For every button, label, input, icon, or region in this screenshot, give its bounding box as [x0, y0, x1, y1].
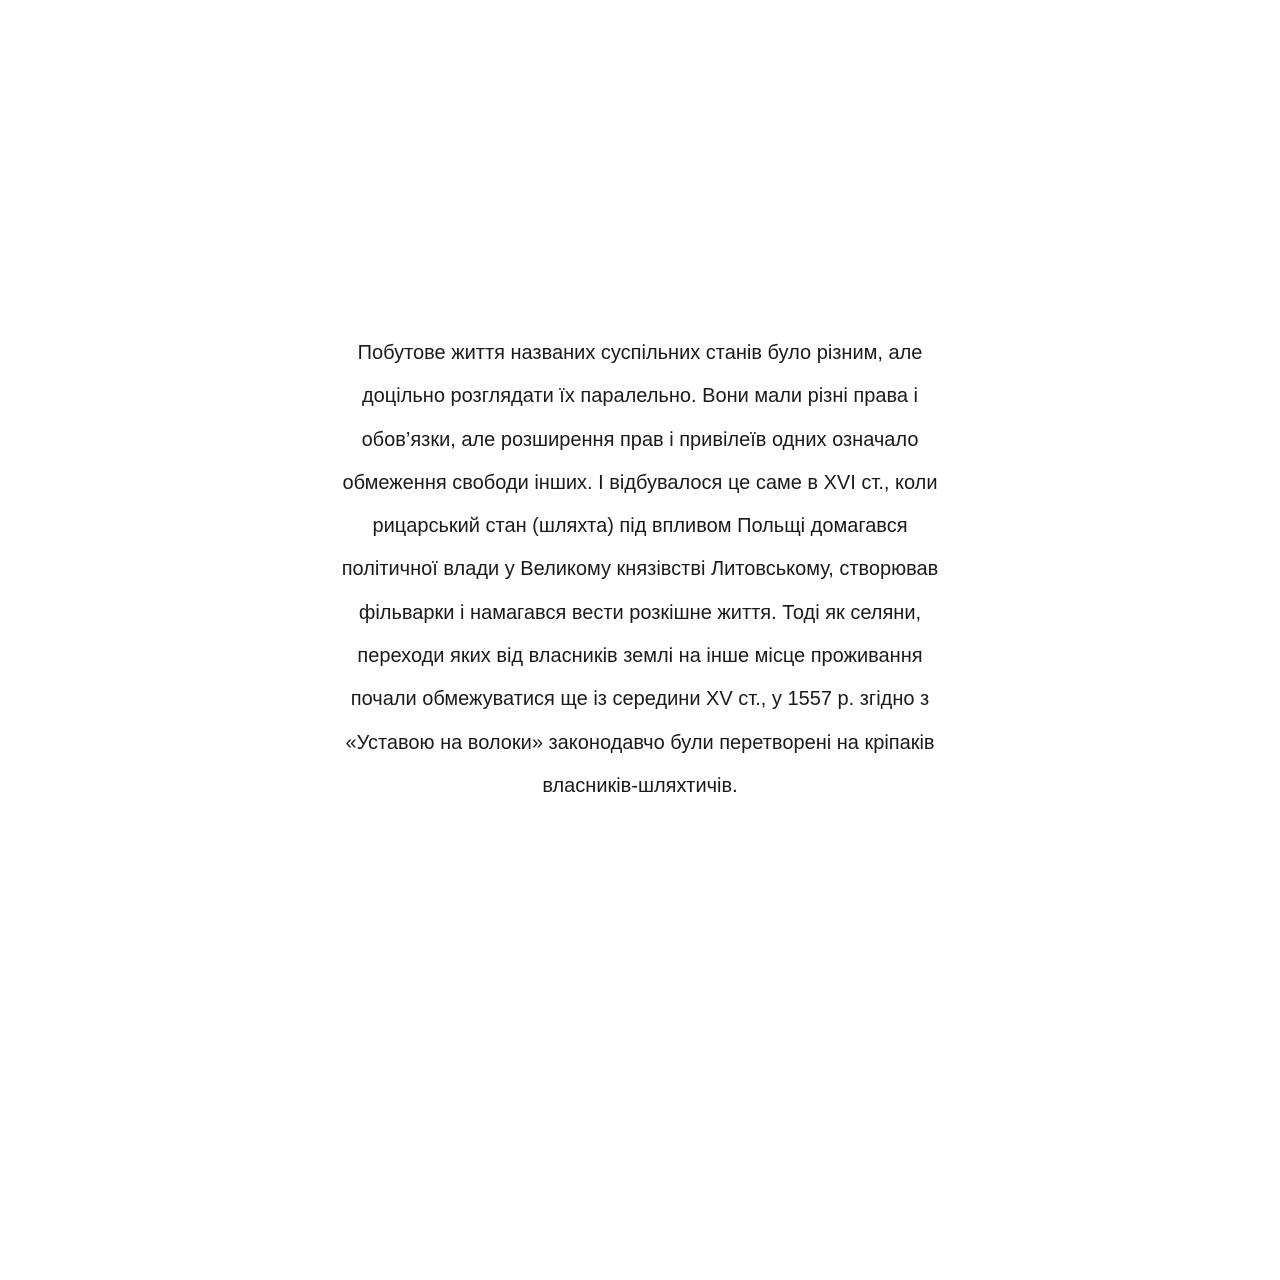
text-line: почали обмежуватися ще із середини XV ст., у 1557 р. згідно з: [350, 688, 930, 711]
text-line: рицарський стан (шляхта) під впливом Польщі домагався: [372, 515, 908, 538]
text-line: політичної влади у Великому князівстві Литовському, створював: [341, 558, 939, 581]
text-line: власників-шляхтичів.: [542, 774, 738, 797]
text-line: обмеження свободи інших. І відбувалося це саме в XVI ст., коли: [342, 471, 938, 494]
paragraph-text: [0, 332, 1280, 808]
text-line: доцільно розглядати їх паралельно. Вони мали різні права і: [362, 385, 918, 408]
text-line: обов’язки, але розширення прав і привілеїв одних означало: [361, 428, 919, 451]
text-line: фільварки і намагався вести розкішне життя. Тоді як селяни,: [358, 601, 922, 624]
text-line: «Уставою на волоки» законодавчо були перетворені на кріпаків: [345, 731, 935, 754]
text-line: Побутове життя названих суспільних станів було різним, але: [357, 342, 923, 364]
text-line: переходи яких від власників землі на інше місце проживання: [357, 645, 923, 668]
